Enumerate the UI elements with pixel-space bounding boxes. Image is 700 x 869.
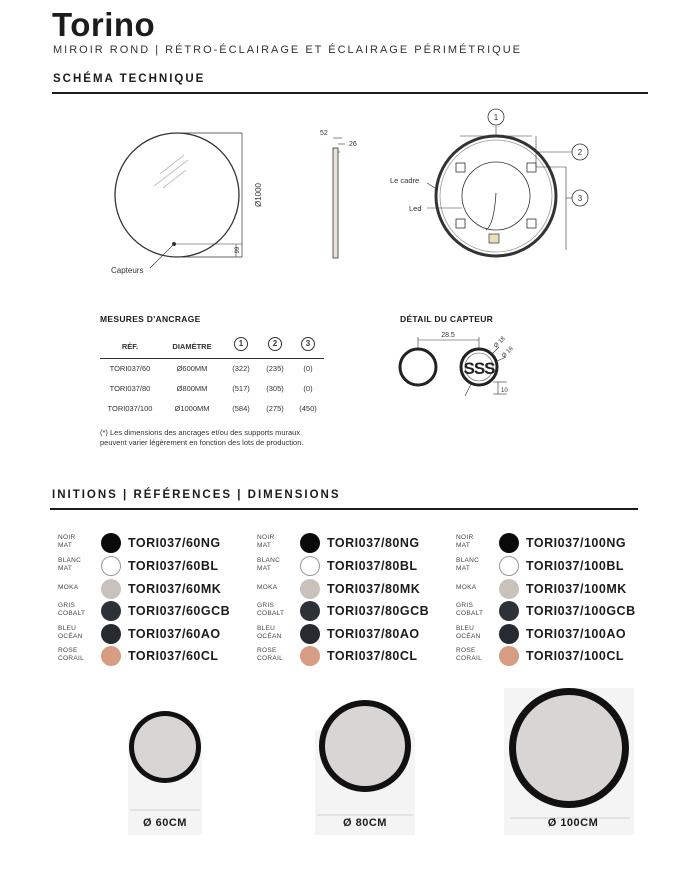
finish-label-line1: GRIS [257,602,275,609]
cell: (517) [232,383,250,393]
side-depth-label: 26 [349,141,357,148]
finish-reference: TORI037/60CL [128,649,219,663]
finish-reference: TORI037/80CL [327,649,418,663]
finish-label-line2: OCÉAN [456,632,481,640]
finish-label-line1: GRIS [58,602,76,609]
table-row [100,398,324,418]
finish-label-line1: MOKA [456,584,477,591]
swatch-noir [300,533,320,553]
finish-label-line2: CORAIL [456,654,483,662]
finish-reference: TORI037/80GCB [327,604,430,618]
table-row [100,358,324,378]
finish-label [58,625,83,640]
page-title: Torino [52,6,156,43]
size-100-label: Ø 100CM [547,817,599,829]
capteur-drawing [395,326,535,406]
side-profile [333,148,338,258]
side-view [320,130,357,258]
finish-reference: TORI037/60GCB [128,604,231,618]
front-view [111,133,263,275]
cell: (305) [266,383,284,393]
finish-label-line2: MAT [257,564,272,572]
mesures-heading: MESURES D'ANCRAGE [100,314,201,324]
capteur-waves: SSS [463,359,495,378]
swatch-rose [101,646,121,666]
led-label: Led [409,204,422,213]
capteur-width-label: 28.5 [441,332,455,339]
finish-reference: TORI037/60BL [128,559,219,573]
finish-label-line2: COBALT [257,609,285,617]
back-view [390,109,588,256]
finish-label [456,534,473,549]
finish-label-line2: OCÉAN [58,632,83,640]
finish-label-line2: COBALT [58,609,86,617]
finish-reference: TORI037/100NG [526,536,627,550]
side-width-label: 52 [320,130,328,137]
finish-label [257,625,282,640]
finish-label-line1: BLANC [58,557,82,564]
cell: Ø600MM [176,363,208,373]
diameter-label: Ø1000 [254,182,263,208]
finish-label [58,534,75,549]
finish-reference: TORI037/80NG [327,536,420,550]
finish-label [257,584,277,592]
finish-reference: TORI037/60MK [128,582,222,596]
reflection-line [160,155,184,174]
swatch-noir [101,533,121,553]
schema-divider [52,92,648,94]
finish-label-line2: OCÉAN [257,632,282,640]
swatch-bleu [300,624,320,644]
swatch-blanc [101,556,121,576]
cell: (235) [266,363,284,373]
finish-reference: TORI037/100CL [526,649,624,663]
swatch-blanc [300,556,320,576]
power-box [489,234,499,243]
col-3 [292,332,324,358]
swatch-gris [499,601,519,621]
size-60-label: Ø 60CM [143,817,187,829]
mesures-note: (*) Les dimensions des ancrages et/ou des supports muraux peuvent varier légèrement en fonction des lots de production. [100,428,304,447]
finish-reference: TORI037/80MK [327,582,421,596]
cell: (322) [232,363,250,373]
cell: Ø1000MM [174,403,210,413]
reflection-line [163,170,186,188]
swatch-gris [300,601,320,621]
finish-label-line1: ROSE [257,647,277,654]
cell: (584) [232,403,250,413]
size-80-illustration [305,690,425,835]
finish-label-line2: MAT [58,564,73,572]
callout-3-label: 3 [577,194,583,203]
finish-label-line1: NOIR [456,534,474,541]
finish-reference: TORI037/80AO [327,627,420,641]
swatch-bleu [499,624,519,644]
finish-label-line2: CORAIL [58,654,85,662]
capteur-heading: DÉTAIL DU CAPTEUR [400,314,494,324]
capteur-d16-label: Ø 16 [501,345,515,360]
technical-drawing [90,100,660,300]
cell: TORI037/80 [109,383,151,393]
cell: (450) [299,403,317,413]
anchor-bracket [527,163,536,172]
size-60-illustration [118,695,210,835]
finish-reference: TORI037/100BL [526,559,624,573]
col-1-badge: 1 [234,337,248,351]
callout-2-label: 2 [577,148,583,157]
mirror-glass [134,716,196,778]
finish-label-line1: BLEU [456,625,475,632]
finish-label-line1: BLANC [456,557,480,564]
finitions-heading: INITIONS | RÉFÉRENCES | DIMENSIONS [52,489,341,501]
finish-reference: TORI037/60NG [128,536,221,550]
cell: TORI037/100 [107,403,153,413]
finish-label [58,602,85,617]
finish-reference: TORI037/100GCB [526,604,636,618]
swatch-rose [300,646,320,666]
finish-label-line1: ROSE [456,647,476,654]
finish-label-line2: MAT [456,541,471,549]
sensor-offset-label: 99 [235,246,241,254]
swatch-bleu [101,624,121,644]
col-2-badge: 2 [268,337,282,351]
finish-label-line2: MAT [58,541,73,549]
finish-label [456,647,482,662]
col-diametre: DIAMÈTRE [160,332,224,358]
col-1 [224,332,258,358]
page-subtitle: MIROIR ROND | RÉTRO-ÉCLAIRAGE ET ÉCLAIRAGE PÉRIMÉTRIQUE [53,44,522,56]
swatch-noir [499,533,519,553]
capteur-leader [465,384,471,396]
cable [486,193,496,230]
finish-reference: TORI037/100MK [526,582,627,596]
finish-label [58,647,84,662]
finish-label-line1: ROSE [58,647,78,654]
anchor-bracket [456,163,465,172]
size-100-illustration [496,678,641,835]
finish-reference: TORI037/100AO [526,627,627,641]
swatch-moka [300,579,320,599]
finish-label-line1: BLEU [58,625,77,632]
finish-label-line2: MAT [456,564,471,572]
finish-reference: TORI037/80BL [327,559,418,573]
finish-label-line1: MOKA [257,584,278,591]
size-80-label: Ø 80CM [343,817,387,829]
col-3-badge: 3 [301,337,315,351]
schema-heading: SCHÉMA TECHNIQUE [53,73,206,85]
cell: (0) [303,383,313,393]
finitions-divider [50,508,638,510]
le-cadre-label: Le cadre [390,176,420,185]
cell: Ø800MM [176,383,208,393]
finish-label [456,625,481,640]
finish-label-line1: NOIR [257,534,275,541]
mirror-glass [516,695,622,801]
finish-label-line1: MOKA [58,584,79,591]
finish-label-line2: CORAIL [257,654,284,662]
finish-label-line1: GRIS [456,602,474,609]
col-2 [258,332,292,358]
swatch-blanc [499,556,519,576]
finish-label [456,557,479,572]
mirror-glass [325,706,405,786]
capteurs-label: Capteurs [111,266,144,275]
capteur-depth-label: 10 [501,388,508,394]
col-ref: RÉF. [100,332,160,358]
mirror-outline [115,133,239,257]
swatch-rose [499,646,519,666]
cell: TORI037/60 [109,363,151,373]
callout-1-label: 1 [493,113,499,122]
finish-label [456,584,476,592]
capteur-d18-label: Ø 18 [493,335,507,350]
anchor-bracket [456,219,465,228]
finish-label-line2: COBALT [456,609,484,617]
finish-label-line1: NOIR [58,534,76,541]
finish-label [456,602,483,617]
table-header-row [100,332,324,358]
swatch-moka [101,579,121,599]
finish-label-line2: MAT [257,541,272,549]
table-row [100,378,324,398]
cell: (0) [303,363,313,373]
finish-label [257,602,284,617]
finish-label-line1: BLANC [257,557,281,564]
finish-label [257,534,274,549]
swatch-gris [101,601,121,621]
finish-label [58,557,81,572]
finish-label-line1: BLEU [257,625,276,632]
capteur-front [400,349,436,385]
swatch-moka [499,579,519,599]
finish-label [257,557,280,572]
cell: (275) [266,403,284,413]
anchor-bracket [527,219,536,228]
finish-reference: TORI037/60AO [128,627,221,641]
finish-label [257,647,283,662]
mesures-table [100,332,324,418]
finish-label [58,584,78,592]
